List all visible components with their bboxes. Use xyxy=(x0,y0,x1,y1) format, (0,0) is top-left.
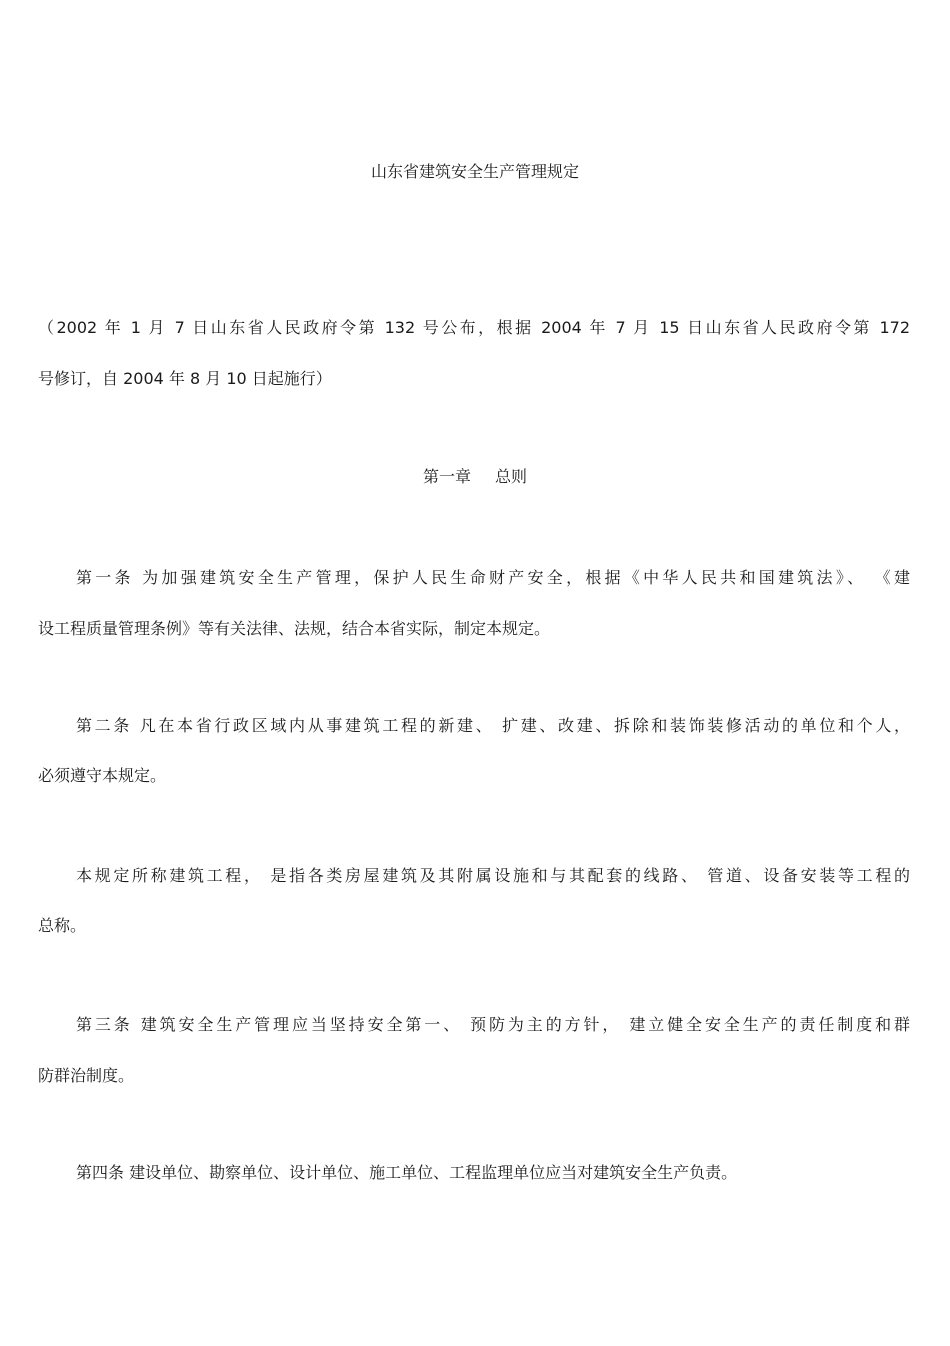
article-3-line-2: 防群治制度。 xyxy=(38,1066,135,1085)
chapter-name: 总则 xyxy=(495,467,528,486)
chapter-heading xyxy=(0,467,950,487)
chapter-number: 第一章 xyxy=(422,467,471,486)
preamble-line-1: （2002 年 1 月 7 日山东省人民政府令第 132 号公布，根据 2004 年 7 月 15 日山东省人民政府令第 172 xyxy=(38,318,910,337)
document-title: 山东省建筑安全生产管理规定 xyxy=(370,162,579,181)
article-4-line-1: 第四条 建设单位、勘察单位、设计单位、施工单位、工程监理单位应当对建筑安全生产负责。 xyxy=(76,1163,738,1182)
article-2-line-1: 第二条 凡在本省行政区域内从事建筑工程的新建、 扩建、改建、拆除和装饰装修活动的单位和个人， xyxy=(76,716,910,735)
article-2-paragraph-2-line-2: 总称。 xyxy=(38,916,87,935)
preamble-line-2: 号修订，自 2004 年 8 月 10 日起施行） xyxy=(38,369,332,388)
article-3-line-1: 第三条 建筑安全生产管理应当坚持安全第一、 预防为主的方针， 建立健全安全生产的责任制度和群 xyxy=(76,1015,910,1034)
article-1-line-2: 设工程质量管理条例》等有关法律、法规，结合本省实际，制定本规定。 xyxy=(38,619,551,638)
article-2-line-2: 必须遵守本规定。 xyxy=(38,766,167,785)
article-2-paragraph-2-line-1: 本规定所称建筑工程， 是指各类房屋建筑及其附属设施和与其配套的线路、 管道、设备安装等工程的 xyxy=(76,866,910,885)
article-1-line-1: 第一条 为加强建筑安全生产管理，保护人民生命财产安全，根据《中华人民共和国建筑法》、 《建 xyxy=(76,568,910,587)
